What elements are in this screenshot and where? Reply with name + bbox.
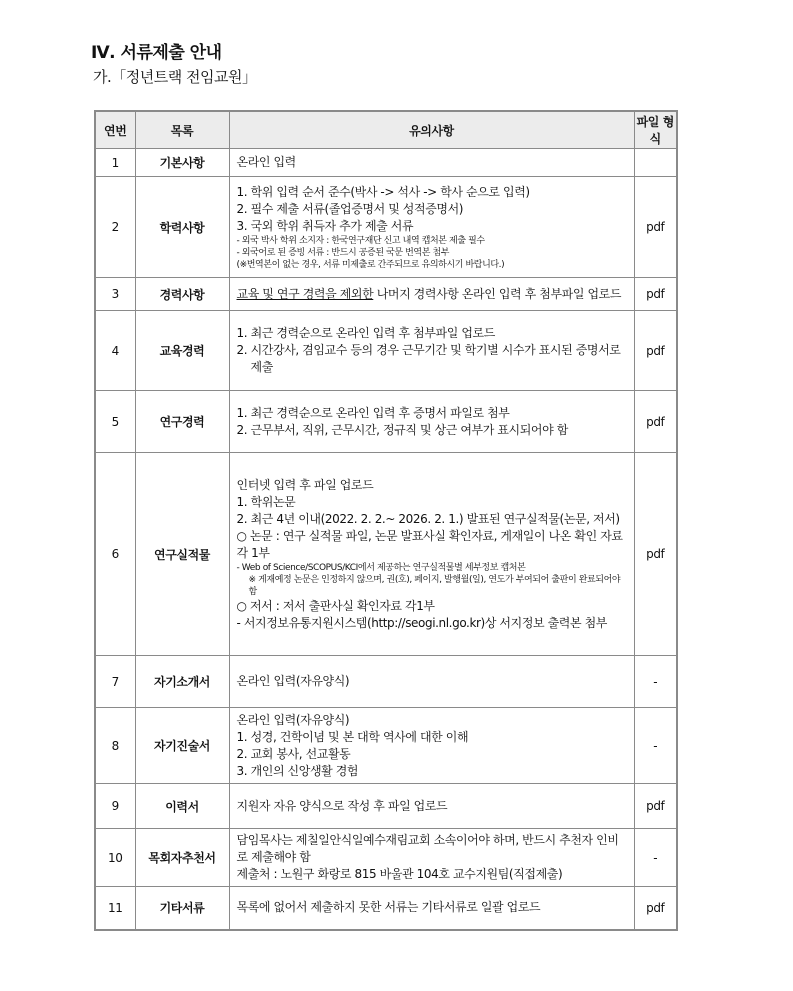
note-line: 3. 개인의 신앙생활 경험: [236, 763, 359, 778]
row-format: pdf: [634, 784, 677, 829]
row-format: -: [634, 829, 677, 887]
note-text: 나머지 경력사항 온라인 입력 후 첨부파일 업로드: [373, 286, 622, 301]
header-no: 연번: [95, 111, 135, 149]
note-small: - 외국어로 된 증빙 서류 : 반드시 공증된 국문 번역본 첨부: [236, 247, 450, 258]
note-small: (※번역본이 없는 경우, 서류 미제출로 간주되므로 유의하시기 바랍니다.): [236, 259, 505, 270]
table-row: [95, 278, 677, 311]
note-line: 2. 필수 제출 서류(졸업증명서 및 성적증명서): [236, 201, 464, 216]
note-line: 제출처 : 노원구 화랑로 815 바울관 104호 교수지원팀(직접제출): [236, 867, 563, 881]
table-row: [95, 784, 677, 829]
table-row: [95, 177, 677, 278]
row-format: pdf: [634, 311, 677, 391]
note-line: 3. 국외 학위 취득자 추가 제출 서류: [236, 218, 414, 233]
row-item: 교육경력: [135, 311, 229, 391]
row-notes: [229, 391, 634, 453]
row-number: 3: [95, 278, 135, 311]
row-notes: [229, 149, 634, 177]
note-line: 2. 최근 4년 이내(2022. 2. 2.~ 2026. 2. 1.) 발표된 연구실적물(논문, 저서): [236, 511, 620, 526]
note-line: ○ 논문 : 연구 실적물 파일, 논문 발표사실 확인자료, 게재일이 나온 확인 자료 각 1부: [236, 528, 623, 560]
row-number: 9: [95, 784, 135, 829]
row-notes: [229, 887, 634, 930]
note-small: ※ 게재예정 논문은 인정하지 않으며, 권(호), 페이지, 발행월(일), 연도가 부여되어 출판이 완료되어야함: [248, 574, 621, 597]
row-format: -: [634, 708, 677, 784]
note-line: 2. 시간강사, 겸임교수 등의 경우 근무기간 및 학기별 시수가 표시된 증명서로 제출: [236, 343, 621, 374]
note-line: - 서지정보유통지원시스템(http://seogi.nl.go.kr)상 서지정보 출력본 첨부: [236, 615, 607, 630]
table-row: [95, 391, 677, 453]
row-notes: [229, 708, 634, 784]
table-row: [95, 708, 677, 784]
note-small: - 외국 박사 학위 소지자 : 한국연구재단 신고 내역 캡처본 제출 필수: [236, 235, 485, 246]
row-format: -: [634, 656, 677, 708]
row-notes: [229, 784, 634, 829]
row-number: 4: [95, 311, 135, 391]
row-number: 2: [95, 177, 135, 278]
row-item: 자기소개서: [135, 656, 229, 708]
section-subtitle: 가.「정년트랙 전임교원」: [93, 68, 257, 86]
note-line: 1. 최근 경력순으로 온라인 입력 후 증명서 파일로 첨부: [236, 405, 510, 420]
table-row: [95, 829, 677, 887]
row-notes: [229, 453, 634, 656]
note-small: - Web of Science/SCOPUS/KCI에서 제공하는 연구실적물별 세부정보 캡처본: [236, 562, 526, 573]
row-number: 7: [95, 656, 135, 708]
document-table: [94, 110, 678, 931]
row-notes: [229, 311, 634, 391]
note-line: 온라인 입력(자유양식): [236, 712, 350, 727]
note-line: 목록에 없어서 제출하지 못한 서류는 기타서류로 일괄 업로드: [236, 900, 541, 915]
note-line: 지원자 자유 양식으로 작성 후 파일 업로드: [236, 798, 448, 813]
row-item: 학력사항: [135, 177, 229, 278]
note-line: 온라인 입력: [236, 155, 296, 169]
row-number: 11: [95, 887, 135, 930]
row-format: pdf: [634, 177, 677, 278]
note-line: 2. 교회 봉사, 선교활동: [236, 746, 351, 761]
row-format: pdf: [634, 391, 677, 453]
table-row: [95, 453, 677, 656]
row-item: 연구실적물: [135, 453, 229, 656]
table-row: [95, 149, 677, 177]
row-format: pdf: [634, 453, 677, 656]
table-row: [95, 311, 677, 391]
row-item: 경력사항: [135, 278, 229, 311]
table-header-row: [95, 111, 677, 149]
note-underlined: 교육 및 연구 경력을 제외한: [236, 286, 374, 301]
row-number: 6: [95, 453, 135, 656]
row-number: 5: [95, 391, 135, 453]
note-line: ○ 저서 : 저서 출판사실 확인자료 각1부: [236, 598, 435, 613]
header-item: 목록: [135, 111, 229, 149]
note-line: 1. 학위 입력 순서 준수(박사 -> 석사 -> 학사 순으로 입력): [236, 184, 530, 199]
row-item: 자기진술서: [135, 708, 229, 784]
note-line: 인터넷 입력 후 파일 업로드: [236, 477, 374, 492]
row-format: [634, 149, 677, 177]
row-format: pdf: [634, 887, 677, 930]
section-title: Ⅳ. 서류제출 안내: [91, 43, 222, 63]
row-format: pdf: [634, 278, 677, 311]
note-line: 2. 근무부서, 직위, 근무시간, 정규직 및 상근 여부가 표시되어야 함: [236, 422, 568, 437]
table-row: [95, 887, 677, 930]
row-item: 연구경력: [135, 391, 229, 453]
note-line: 1. 최근 경력순으로 온라인 입력 후 첨부파일 업로드: [236, 326, 495, 340]
header-format: 파일 형식: [634, 111, 677, 149]
row-notes: [229, 829, 634, 887]
row-number: 8: [95, 708, 135, 784]
row-notes: [229, 656, 634, 708]
row-number: 1: [95, 149, 135, 177]
note-line: 1. 성경, 건학이념 및 본 대학 역사에 대한 이해: [236, 729, 469, 744]
note-line: 담임목사는 제칠일안식일예수재림교회 소속이어야 하며, 반드시 추천자 인비로 제출해야 함: [236, 833, 619, 864]
row-item: 목회자추천서: [135, 829, 229, 887]
row-item: 기타서류: [135, 887, 229, 930]
note-line: 1. 학위논문: [236, 494, 296, 509]
note-line: 온라인 입력(자유양식): [236, 674, 350, 688]
row-notes: [229, 177, 634, 278]
row-number: 10: [95, 829, 135, 887]
row-item: 이력서: [135, 784, 229, 829]
row-item: 기본사항: [135, 149, 229, 177]
header-notes: 유의사항: [229, 111, 634, 149]
row-notes: [229, 278, 634, 311]
table-row: [95, 656, 677, 708]
